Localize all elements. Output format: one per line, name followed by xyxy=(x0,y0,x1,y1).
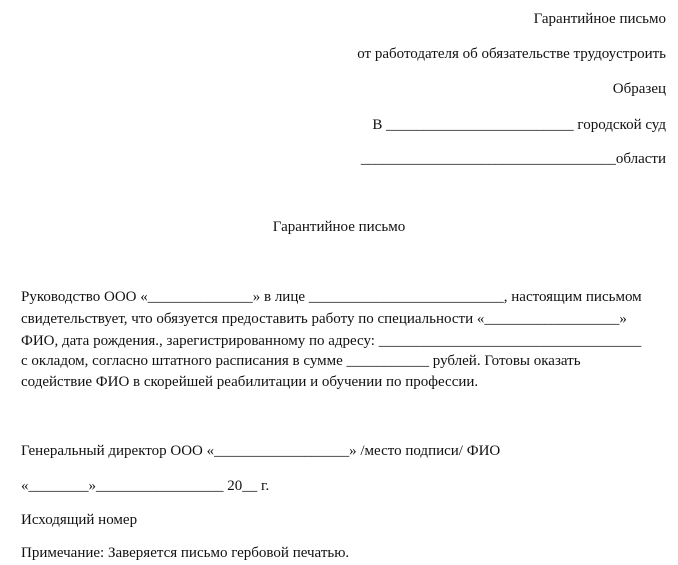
body-line-5: содействие ФИО в скорейшей реабилитации и обучении по профессии. xyxy=(21,374,479,390)
director-signature-line: Генеральный директор ООО «__________________» /место подписи/ ФИО xyxy=(21,443,501,459)
body-line-1: Руководство ООО «______________» в лице __________________________, настоящим письмом xyxy=(21,289,642,305)
header-subtitle: от работодателя об обязательстве трудоустроить xyxy=(357,46,666,62)
region-line: __________________________________области xyxy=(360,151,666,167)
body-line-3: ФИО, дата рождения., зарегистрированному по адресу: ___________________________________ xyxy=(21,333,642,349)
outgoing-number: Исходящий номер xyxy=(21,512,138,528)
date-line: «________»_________________ 20__ г. xyxy=(21,478,270,494)
header-title: Гарантийное письмо xyxy=(533,11,666,27)
court-line: В _________________________ городской суд xyxy=(372,117,666,133)
body-line-2: свидетельствует, что обязуется предоставить работу по специальности «__________________» xyxy=(21,311,627,327)
body-line-4: с окладом, согласно штатного расписания в сумме ___________ рублей. Готовы оказать xyxy=(21,353,581,369)
sample-label: Образец xyxy=(612,81,666,97)
document-heading: Гарантийное письмо xyxy=(272,219,406,235)
note: Примечание: Заверяется письмо гербовой печатью. xyxy=(21,545,350,561)
